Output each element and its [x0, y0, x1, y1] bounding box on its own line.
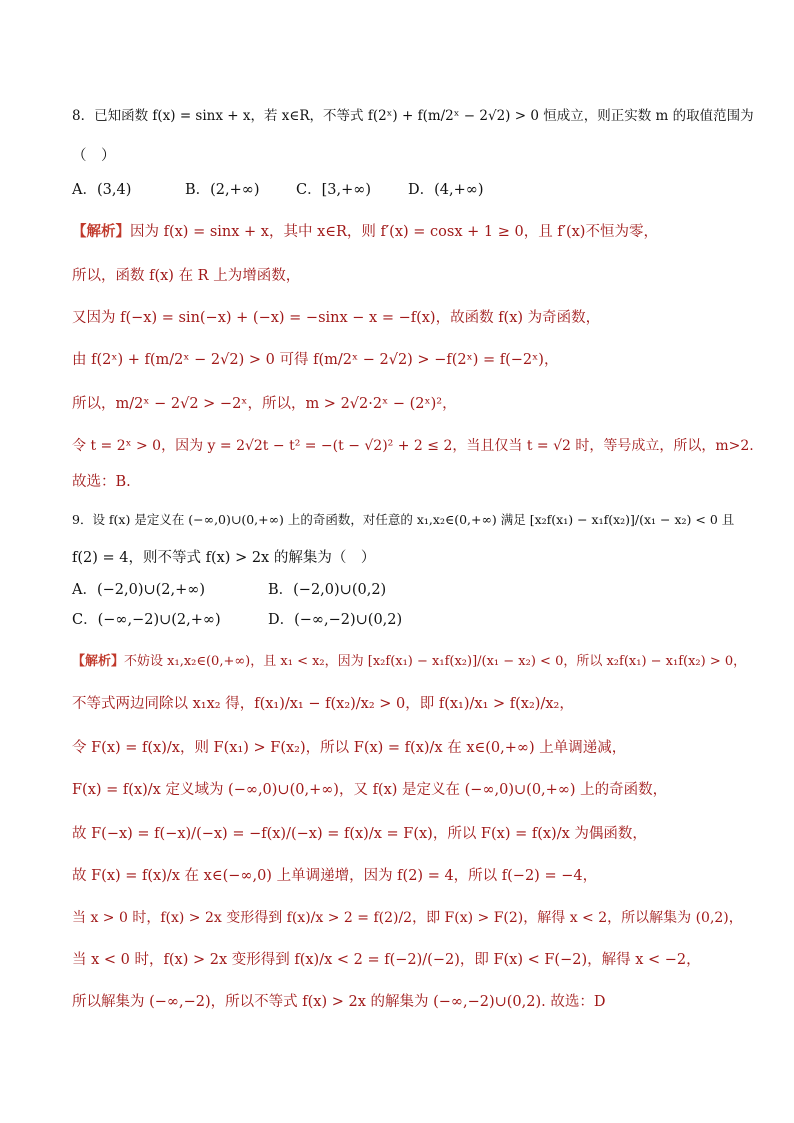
q9-solution-line-8: 当 x < 0 时，f(x) > 2x 变形得到 f(x)/x < 2 = f(−2)/(−2)，即 F(x) < F(−2)，解得 x < −2， [72, 952, 701, 968]
q9-solution-line-4: F(x) = f(x)/x 定义域为 (−∞,0)∪(0,+∞)，又 f(x) 是定义在 (−∞,0)∪(0,+∞) 上的奇函数， [72, 782, 668, 798]
q9-option-d: D．(−∞,−2)∪(0,2) [268, 612, 403, 628]
q9-stem: 9．设 f(x) 是定义在 (−∞,0)∪(0,+∞) 上的奇函数，对任意的 x₁,x₂∈(0,+∞) 满足 [x₂f(x₁) − x₁f(x₂)]/(x₁ − x₂) < 0 且 [72, 512, 735, 527]
q8-option-d: D．(4,+∞) [408, 182, 484, 198]
q9-solution-text-1: 不妨设 x₁,x₂∈(0,+∞)，且 x₁ < x₂，因为 [x₂f(x₁) − x₁f(x₂)]/(x₁ − x₂) < 0，所以 x₂f(x₁) − x₁f(x₂) > 0， [124, 654, 747, 669]
q8-solution-line-6: 令 t = 2ˣ > 0，因为 y = 2√2t − t² = −(t − √2)² + 2 ≤ 2，当且仅当 t = √2 时，等号成立，所以，m>2. [72, 438, 754, 454]
q9-stem-line-2: f(2) = 4，则不等式 f(x) > 2x 的解集为（ ） [72, 550, 376, 566]
q9-solution-line-5: 故 F(−x) = f(−x)/(−x) = −f(x)/(−x) = f(x)/x = F(x)，所以 F(x) = f(x)/x 为偶函数， [72, 826, 647, 842]
q9-analysis-tag: 【解析】 [72, 654, 125, 669]
q9-option-c: C．(−∞,−2)∪(2,+∞) [72, 612, 221, 628]
q8-stem: 8．已知函数 f(x) = sinx + x，若 x∈R，不等式 f(2ˣ) + f(m/2ˣ − 2√2) > 0 恒成立，则正实数 m 的取值范围为 [72, 108, 754, 124]
q9-solution-line-1 [72, 652, 746, 672]
q9-solution-line-9: 所以解集为 (−∞,−2)，所以不等式 f(x) > 2x 的解集为 (−∞,−2)∪(0,2). 故选：D [72, 994, 606, 1010]
q9-solution-line-2: 不等式两边同除以 x₁x₂ 得，f(x₁)/x₁ − f(x₂)/x₂ > 0，即 f(x₁)/x₁ > f(x₂)/x₂， [72, 696, 574, 712]
q8-option-c: C．[3,+∞) [296, 182, 371, 198]
q8-stem-bracket: （ ） [72, 148, 116, 164]
q8-solution-text-1: 因为 f(x) = sinx + x，其中 x∈R，则 f′(x) = cosx + 1 ≥ 0，且 f′(x)不恒为零， [130, 224, 658, 240]
q8-solution-line-5: 所以，m/2ˣ − 2√2 > −2ˣ，所以，m > 2√2·2ˣ − (2ˣ)²， [72, 396, 457, 412]
q8-option-b: B．(2,+∞) [185, 182, 260, 198]
q8-analysis-tag: 【解析】 [72, 224, 130, 240]
q9-solution-line-6: 故 F(x) = f(x)/x 在 x∈(−∞,0) 上单调递增，因为 f(2) = 4，所以 f(−2) = −4， [72, 868, 598, 884]
q8-solution-line-2: 所以，函数 f(x) 在 R 上为增函数， [72, 268, 301, 284]
q8-solution-line-3: 又因为 f(−x) = sin(−x) + (−x) = −sinx − x = −f(x)，故函数 f(x) 为奇函数， [72, 310, 601, 326]
q8-option-a: A．(3,4) [72, 182, 132, 198]
q9-solution-line-7: 当 x > 0 时，f(x) > 2x 变形得到 f(x)/x > 2 = f(2)/2，即 F(x) > F(2)，解得 x < 2，所以解集为 (0,2)， [72, 910, 743, 926]
q9-solution-line-3: 令 F(x) = f(x)/x，则 F(x₁) > F(x₂)，所以 F(x) = f(x)/x 在 x∈(0,+∞) 上单调递减， [72, 740, 627, 756]
q9-option-b: B．(−2,0)∪(0,2) [268, 582, 387, 598]
q8-solution-line-1 [72, 222, 658, 242]
q8-solution-line-4: 由 f(2ˣ) + f(m/2ˣ − 2√2) > 0 可得 f(m/2ˣ − 2√2) > −f(2ˣ) = f(−2ˣ)， [72, 352, 559, 368]
q9-option-a: A．(−2,0)∪(2,+∞) [72, 582, 206, 598]
q8-solution-line-7: 故选：B. [72, 474, 131, 490]
